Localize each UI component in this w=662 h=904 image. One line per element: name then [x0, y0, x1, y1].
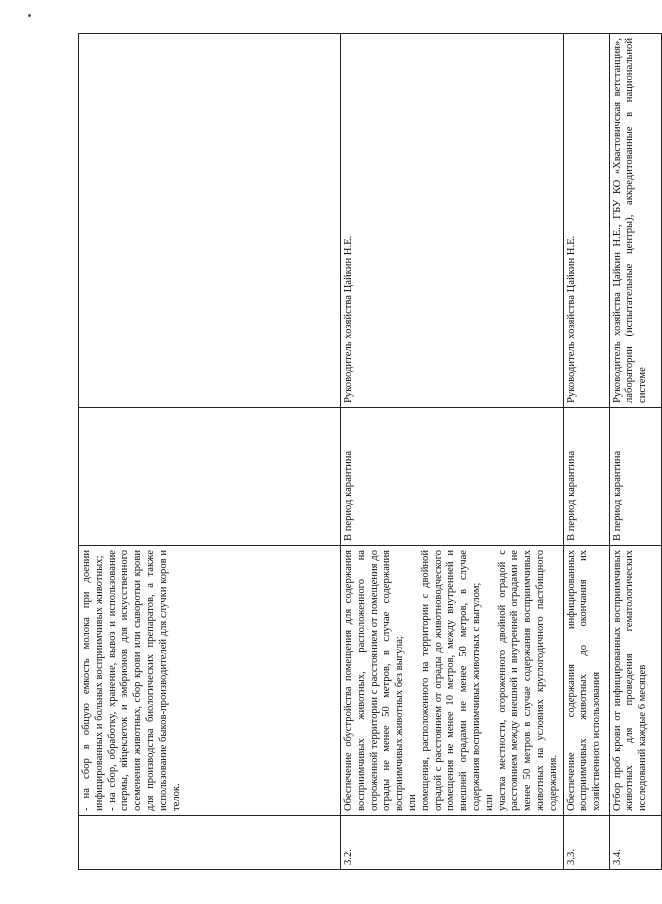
quarantine-measures-table: [78, 33, 662, 870]
measure-cell: [609, 546, 661, 816]
measure-paragraph: - на сбор, обработку, хранение, вывоз и использование спермы, яйцеклеток и эмбрионов для искусственного осеменения животных, сбор крови или сыворотки крови для производства биологических препаратов, а также использование быков-производителей для случки коров и телок.: [106, 550, 182, 811]
measure-paragraph: Отбор проб крови от инфицированных восприимчивых животных для проведения гематологических исследований каждые 6 месяцев: [611, 550, 649, 811]
measure-paragraph: участка местности, огороженного двойной оградой с расстоянием между внешней и внутренней оградами не менее 50 метров в случае содержания восприимчивых животных на условиях круглогодичного пастбищного содержания.: [496, 550, 559, 811]
term-cell: [79, 408, 341, 546]
measure-paragraph: Обеспечение содержания инфицированных восприимчивых животных до окончания их хозяйственного использования: [565, 550, 603, 811]
table-row: [79, 34, 341, 870]
row-number: [79, 816, 341, 870]
row-number: 3.2.: [341, 816, 564, 870]
measure-paragraph: Обеспечение обустройства помещения для содержания восприимчивых животных, расположенного на огороженной территории с расстоянием от помещения до ограды не менее 50 метров, в случае содержания восприимчивых животных без выгула;: [343, 550, 406, 811]
measure-paragraph: - на сбор в общую емкость молока при доении инфицированных и больных восприимчивых животных;: [81, 550, 105, 811]
measure-cell: [79, 546, 341, 816]
table-row: [341, 34, 564, 870]
responsible-cell: [79, 34, 341, 408]
row-number: 3.4.: [609, 816, 661, 870]
term-cell: В период карантина: [609, 408, 661, 546]
measure-paragraph: помещения, расположенного на территории с двойной оградой с расстоянием от ограды до животноводческого помещения не менее 10 метров, между внутренней и внешней оградами не менее 50 метров, в случае содержания восприимчивых животных с выгулом;: [419, 550, 482, 811]
measure-cell: [563, 546, 609, 816]
measure-paragraph: или: [406, 794, 418, 811]
term-cell: В период карантина: [341, 408, 564, 546]
responsible-cell: Руководитель хозяйства Цайкин Н.Е.: [563, 34, 609, 408]
rotated-page: [78, 34, 649, 870]
table-row: [609, 34, 661, 870]
table-row: [563, 34, 609, 870]
measure-cell: [341, 546, 564, 816]
term-cell: В период карантина: [563, 408, 609, 546]
scan-speck: [28, 14, 31, 17]
responsible-cell: Руководитель хозяйства Цайкин Н.Е., ГБУ КО «Хвастовичская ветстанция», лаборатории (испытательные центры), аккредитованные в национальной системе: [609, 34, 661, 408]
row-number: 3.3.: [563, 816, 609, 870]
measure-paragraph: или: [483, 794, 495, 811]
responsible-cell: Руководитель хозяйства Цайкин Н.Е.: [341, 34, 564, 408]
